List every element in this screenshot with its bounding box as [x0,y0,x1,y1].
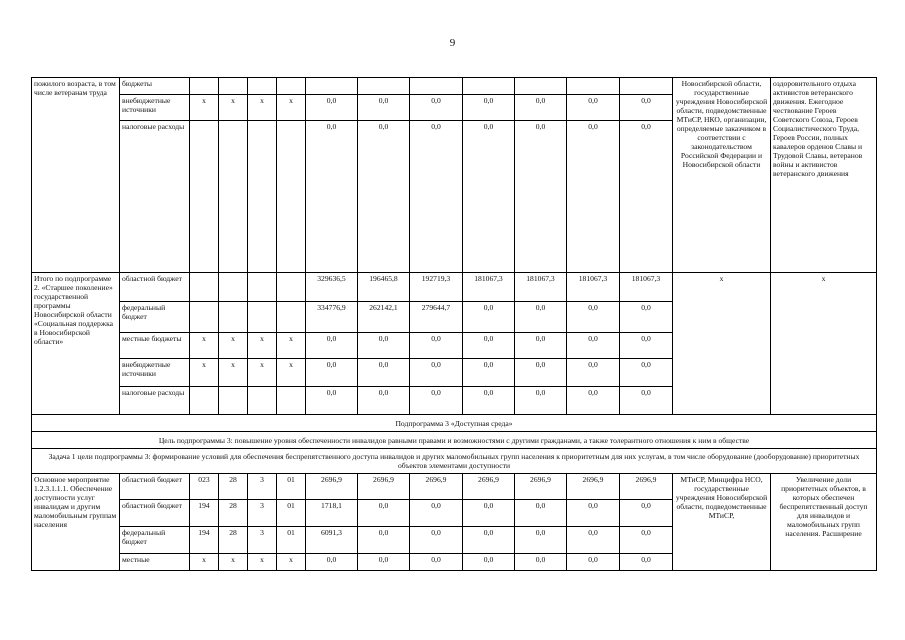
amount-cell: 0,0 [463,333,515,359]
amount-cell: 2696,9 [306,474,358,500]
amount-cell: 0,0 [358,387,410,415]
amount-cell: 0,0 [463,359,515,387]
budget-code: x [190,333,219,359]
amount-cell: 2696,9 [410,474,463,500]
amount-cell: 0,0 [358,121,410,273]
budget-code: x [248,554,277,571]
amount-cell: 262142,1 [358,302,410,333]
budget-code: x [248,95,277,121]
budget-code: 01 [277,474,306,500]
amount-cell: 196465,8 [358,273,410,302]
budget-code [277,273,306,302]
funding-source: местные бюджеты [120,333,190,359]
amount-cell [620,78,673,95]
amount-cell: 0,0 [410,359,463,387]
amount-cell: 181067,3 [620,273,673,302]
amount-cell [410,78,463,95]
budget-code [277,121,306,273]
funding-source: налоговые расходы [120,387,190,415]
funding-source: федеральный бюджет [120,527,190,554]
funding-source: федеральный бюджет [120,302,190,333]
amount-cell [567,78,620,95]
budget-code: x [190,359,219,387]
measure-name-cell: пожилого возраста, в том числе ветеранам труда [32,78,120,273]
budget-code: x [190,554,219,571]
subprogram-total-cell: Итого по подпрограмме 2. «Старшее поколение» государственной программы Новосибирской области «Социальная поддержка в Новосибирской области» [32,273,120,415]
amount-cell: 0,0 [358,500,410,527]
amount-cell: 0,0 [620,302,673,333]
result-cell: Увеличение доли приоритетных объектов, в которых обеспечен беспрепятственный доступ для инвалидов и маломобильных групп населения. Расширение [771,474,877,571]
funding-source: местные [120,554,190,571]
funding-source: областной бюджет [120,273,190,302]
amount-cell: 181067,3 [515,273,567,302]
budget-code [190,121,219,273]
amount-cell: 0,0 [306,333,358,359]
budget-code [219,302,248,333]
budget-code: x [190,95,219,121]
amount-cell: 0,0 [463,500,515,527]
amount-cell: 0,0 [567,554,620,571]
budget-code [190,302,219,333]
amount-cell: 0,0 [306,554,358,571]
amount-cell: 0,0 [515,359,567,387]
budget-code [190,273,219,302]
amount-cell: 0,0 [410,500,463,527]
amount-cell: 0,0 [463,95,515,121]
table-row [32,273,877,302]
table-row [32,78,877,95]
budget-code: 28 [219,527,248,554]
goal-row: Цель подпрограммы 3: повышение уровня обеспеченности инвалидов равными правами и возможностями с другими гражданами, а также толерантного отношения к ним в обществе [32,432,877,449]
budget-code [248,302,277,333]
page-number: 9 [449,37,456,49]
budget-code: x [219,359,248,387]
budget-code [277,387,306,415]
amount-cell: 0,0 [620,333,673,359]
budget-code [190,78,219,95]
amount-cell: 1718,1 [306,500,358,527]
amount-cell: 0,0 [358,554,410,571]
amount-cell: 2696,9 [620,474,673,500]
budget-code: 194 [190,527,219,554]
budget-code: x [277,333,306,359]
table-row [32,415,877,432]
amount-cell: 0,0 [515,500,567,527]
budget-code: 3 [248,474,277,500]
amount-cell: 0,0 [620,387,673,415]
amount-cell: 181067,3 [463,273,515,302]
amount-cell: 0,0 [515,302,567,333]
budget-code: 3 [248,500,277,527]
amount-cell: 2696,9 [515,474,567,500]
amount-cell: 0,0 [463,121,515,273]
amount-cell: 0,0 [515,387,567,415]
table-body [32,78,877,571]
executor-cell: МТиСР, Минцифра НСО, государственные учреждения Новосибирской области, подведомственные МТиСР, [673,474,771,571]
budget-code [248,387,277,415]
budget-code [190,387,219,415]
budget-code: 28 [219,474,248,500]
amount-cell: 0,0 [410,554,463,571]
amount-cell: 0,0 [567,359,620,387]
amount-cell: 329636,5 [306,273,358,302]
amount-cell: 0,0 [306,359,358,387]
amount-cell: 0,0 [410,387,463,415]
amount-cell: 0,0 [620,527,673,554]
budget-code [219,121,248,273]
amount-cell: 2696,9 [358,474,410,500]
executor-cell: Новосибирской области, государственные учреждения Новосибирской области, подведомственные МТиСР, НКО, организации, определяемые заказчиком в соответствии с законодательством Российской Федерации и Новосибирской области [673,78,771,273]
budget-code [219,273,248,302]
amount-cell: 0,0 [567,387,620,415]
amount-cell: 0,0 [306,121,358,273]
amount-cell: 0,0 [410,333,463,359]
budget-code: 3 [248,527,277,554]
budget-code: x [277,554,306,571]
budget-code: 28 [219,500,248,527]
budget-code: 023 [190,474,219,500]
amount-cell [358,78,410,95]
subprogram-title: Подпрограмма 3 «Доступная среда» [32,415,877,432]
amount-cell: 6091,3 [306,527,358,554]
budget-code [219,78,248,95]
table-row [32,474,877,500]
amount-cell: 0,0 [567,302,620,333]
measure-name-cell: Основное мероприятие 1.2.3.1.1.1. Обеспечение доступности услуг инвалидам и другим маломобильным группам населения [32,474,120,571]
amount-cell: 0,0 [358,333,410,359]
amount-cell [306,78,358,95]
budget-code: x [219,554,248,571]
budget-code [248,78,277,95]
amount-cell: 0,0 [306,387,358,415]
amount-cell: 0,0 [515,554,567,571]
budget-code [248,273,277,302]
funding-source: областной бюджет [120,500,190,527]
amount-cell: 2696,9 [567,474,620,500]
amount-cell: 0,0 [358,359,410,387]
amount-cell [515,78,567,95]
funding-source: внебюджетные источники [120,359,190,387]
amount-cell: 0,0 [358,95,410,121]
amount-cell: 0,0 [410,121,463,273]
amount-cell: 0,0 [567,527,620,554]
amount-cell: 0,0 [410,95,463,121]
amount-cell: 0,0 [515,121,567,273]
amount-cell: 0,0 [620,359,673,387]
funding-source: налоговые расходы [120,121,190,273]
amount-cell: 279644,7 [410,302,463,333]
amount-cell: 0,0 [463,554,515,571]
amount-cell: 0,0 [620,95,673,121]
budget-table [31,77,877,571]
amount-cell: 0,0 [306,95,358,121]
budget-code [248,121,277,273]
amount-cell: 0,0 [567,121,620,273]
amount-cell: 0,0 [358,527,410,554]
budget-code: x [219,333,248,359]
budget-code [219,387,248,415]
budget-code: x [277,359,306,387]
amount-cell: 2696,9 [463,474,515,500]
funding-source: бюджеты [120,78,190,95]
budget-code: x [219,95,248,121]
table-row [32,449,877,474]
result-cell: x [771,273,877,415]
budget-code: 01 [277,500,306,527]
amount-cell: 0,0 [567,333,620,359]
task-row: Задача 1 цели подпрограммы 3: формирование условий для обеспечения беспрепятственного доступа инвалидов и других маломобильных групп населения к приоритетным для них услугам, в том числе оборудование (дооборудование) приоритетных объектов элементами доступности [32,449,877,474]
amount-cell: 0,0 [463,387,515,415]
amount-cell: 0,0 [620,121,673,273]
amount-cell: 0,0 [620,500,673,527]
amount-cell: 192719,3 [410,273,463,302]
table-row [32,432,877,449]
budget-code [277,302,306,333]
budget-code: x [277,95,306,121]
funding-source: областной бюджет [120,474,190,500]
result-cell: оздоровительного отдыха активистов ветеранского движения. Ежегодное чествование Героев Советского Союза, Героев Социалистического Труда, Героев России, полных кавалеров орденов Славы и Трудовой Славы, ветеранов войны и активистов ветеранского движения [771,78,877,273]
amount-cell: 0,0 [410,527,463,554]
budget-code: 194 [190,500,219,527]
budget-code: x [248,359,277,387]
budget-code: x [248,333,277,359]
executor-cell: x [673,273,771,415]
amount-cell: 0,0 [463,527,515,554]
amount-cell: 0,0 [567,500,620,527]
amount-cell: 181067,3 [567,273,620,302]
amount-cell: 0,0 [515,95,567,121]
amount-cell: 0,0 [515,333,567,359]
amount-cell: 0,0 [463,302,515,333]
amount-cell: 0,0 [567,95,620,121]
funding-source: внебюджетные источники [120,95,190,121]
budget-code [277,78,306,95]
budget-code: 01 [277,527,306,554]
amount-cell: 334776,9 [306,302,358,333]
amount-cell [463,78,515,95]
amount-cell: 0,0 [620,554,673,571]
amount-cell: 0,0 [515,527,567,554]
